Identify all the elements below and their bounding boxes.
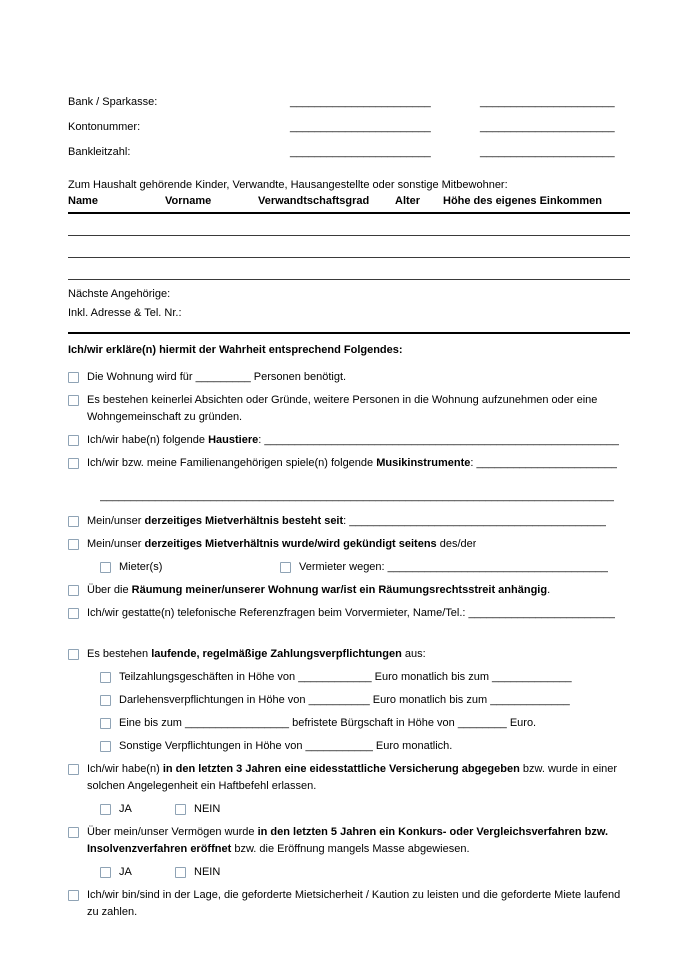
declaration-item: [68, 646, 630, 663]
declaration-item: [68, 455, 630, 472]
blank-field[interactable]: ___________: [305, 740, 373, 752]
checkbox[interactable]: [175, 804, 186, 815]
item-text: [87, 582, 550, 599]
blank-field[interactable]: __________________________________________: [349, 515, 607, 527]
column-header: Vorname: [165, 195, 212, 207]
household-intro: Zum Haushalt gehörende Kinder, Verwandte, Hausangestellte oder sonstige Mitbewohner:: [68, 179, 508, 191]
text-segment: Ich/wir habe(n) folgende: [87, 434, 209, 446]
text-segment: Euro monatlich.: [372, 740, 453, 752]
item-text: [100, 488, 614, 505]
item-text: [87, 605, 615, 622]
text-segment: Räumung meiner/unserer Wohnung war/ist ein Räumungsrechtsstreit anhängig: [131, 584, 548, 596]
blank-field[interactable]: __________: [308, 694, 370, 706]
declaration-item: [68, 582, 630, 599]
text-segment: befristete Bürgschaft in Höhe von: [289, 717, 458, 729]
checkbox[interactable]: [100, 867, 111, 878]
bank-row: [68, 120, 630, 135]
checkbox[interactable]: [68, 395, 79, 406]
declaration-item: [68, 488, 630, 505]
checkbox[interactable]: [100, 741, 111, 752]
declaration-item: [68, 513, 630, 530]
declaration-item: [68, 761, 630, 795]
item-text: [119, 801, 132, 818]
blank-field[interactable]: ____________________________________________________________________________________: [100, 490, 614, 502]
item-text: [119, 715, 536, 732]
text-segment: Teilzahlungsgeschäften in Höhe von: [119, 671, 299, 683]
text-segment: in den letzten 5 Jahren ein Konkurs- oder Vergleichsverfahren bzw. Insolvenzverfahren eröffnet: [87, 826, 609, 855]
bank-section: [68, 95, 630, 160]
declaration-item: [68, 824, 630, 858]
item-text: [119, 669, 572, 686]
text-segment: JA: [119, 803, 132, 815]
item-text: [119, 559, 162, 576]
item-cell: [68, 646, 630, 663]
declaration-item: [68, 669, 630, 686]
item-text: [194, 864, 220, 881]
checkbox[interactable]: [100, 718, 111, 729]
item-text: [299, 559, 608, 576]
text-segment: derzeitiges Mietverhältnis besteht seit: [144, 515, 344, 527]
text-segment: Musikinstrumente: [376, 457, 471, 469]
checkbox[interactable]: [68, 827, 79, 838]
checkbox[interactable]: [68, 764, 79, 775]
text-segment: JA: [119, 866, 132, 878]
item-text: [87, 646, 426, 663]
text-segment: Die Wohnung wird für: [87, 371, 196, 383]
blank-field[interactable]: _____________: [492, 671, 572, 683]
blank-field[interactable]: ________: [457, 717, 507, 729]
text-segment: des/der: [436, 538, 477, 550]
text-segment: Eine bis zum: [119, 717, 186, 729]
item-cell: [68, 582, 630, 599]
table-empty-row[interactable]: [68, 258, 630, 280]
blank-field[interactable]: ________________________: [468, 607, 616, 619]
blank-field[interactable]: ____________________________________: [387, 561, 608, 573]
declaration-item: [68, 692, 630, 709]
text-segment: Haustiere: [208, 434, 259, 446]
blank-field[interactable]: _______________________: [290, 121, 431, 133]
bank-row-label: Kontonummer:: [68, 121, 141, 133]
text-segment: :: [343, 515, 350, 527]
item-cell: [100, 801, 175, 818]
text-segment: aus:: [401, 648, 426, 660]
column-header: Alter: [395, 195, 421, 207]
text-segment: bzw. die Eröffnung mangels Masse abgewiesen.: [231, 843, 470, 855]
text-segment: NEIN: [194, 866, 221, 878]
item-cell: [280, 559, 630, 576]
text-segment: Darlehensverpflichtungen in Höhe von: [119, 694, 309, 706]
declaration-item: [68, 392, 630, 426]
declaration-item: [68, 864, 630, 881]
household-table-rows: [68, 214, 630, 280]
item-text: [119, 738, 452, 755]
blank-field[interactable]: _____________: [490, 694, 570, 706]
checkbox[interactable]: [100, 562, 111, 573]
item-cell: [100, 692, 630, 709]
checkbox[interactable]: [68, 516, 79, 527]
text-segment: derzeitiges Mietverhältnis wurde/wird gekündigt seitens: [144, 538, 437, 550]
bank-row: [68, 95, 630, 110]
checkbox[interactable]: [175, 867, 186, 878]
text-segment: bzw. wurde in einer solchen Angelegenheit ein Haftbefehl erlassen.: [87, 763, 618, 792]
text-segment: NEIN: [194, 803, 221, 815]
declaration-heading: Ich/wir erkläre(n) hiermit der Wahrheit entsprechend Folgendes:: [68, 344, 403, 356]
item-text: [87, 513, 606, 530]
blank-field[interactable]: __________________________________________________________: [264, 434, 620, 446]
item-text: [87, 824, 630, 858]
checkbox[interactable]: [68, 372, 79, 383]
checkbox[interactable]: [68, 539, 79, 550]
text-segment: Personen benötigt.: [250, 371, 347, 383]
text-segment: Es bestehen keinerlei Absichten oder Gründe, weitere Personen in die Wohnung aufzunehmen oder eine Wohngemeinschaft zu gründen.: [87, 394, 598, 423]
blank-field[interactable]: _________: [195, 371, 251, 383]
column-header: Verwandtschaftsgrad: [258, 195, 370, 207]
declaration-item: [68, 369, 630, 386]
blank-field[interactable]: ______________________: [480, 146, 615, 158]
text-segment: :: [470, 457, 477, 469]
item-cell: [68, 824, 630, 858]
item-text: [119, 692, 570, 709]
item-cell: [100, 738, 630, 755]
blank-field[interactable]: _________________: [185, 717, 290, 729]
declaration-item: [68, 738, 630, 755]
item-text: [87, 392, 630, 426]
household-table-header: [68, 194, 630, 214]
checkbox[interactable]: [68, 890, 79, 901]
blank-field[interactable]: ____________: [298, 671, 372, 683]
declaration-item: [68, 715, 630, 732]
item-cell: [68, 432, 630, 449]
column-header: Name: [68, 195, 98, 207]
declaration-item: [68, 536, 630, 553]
text-segment: Sonstige Verpflichtungen in Höhe von: [119, 740, 306, 752]
bank-row-label: Bank / Sparkasse:: [68, 96, 158, 108]
text-segment: Mein/unser: [87, 515, 145, 527]
blank-field[interactable]: _______________________: [290, 96, 431, 108]
blank-field[interactable]: ______________________: [480, 96, 615, 108]
text-segment: Euro monatlich bis zum: [369, 694, 491, 706]
column-header: Höhe des eigenes Einkommen: [443, 195, 602, 207]
item-cell: [68, 761, 630, 795]
blank-field[interactable]: _______________________: [476, 457, 618, 469]
bank-row: [68, 145, 630, 160]
text-segment: .: [547, 584, 551, 596]
text-segment: Mein/unser: [87, 538, 145, 550]
item-text: [87, 369, 346, 386]
text-segment: Es bestehen: [87, 648, 152, 660]
declaration-item: [68, 559, 630, 576]
item-cell: [100, 864, 175, 881]
item-text: [87, 536, 476, 553]
checkbox[interactable]: [100, 804, 111, 815]
item-text: [87, 455, 617, 472]
checkbox[interactable]: [68, 458, 79, 469]
declaration-item: [68, 605, 630, 622]
checkbox[interactable]: [68, 435, 79, 446]
item-text: [87, 887, 630, 921]
item-text: [87, 432, 619, 449]
item-text: [194, 801, 220, 818]
checkbox[interactable]: [280, 562, 291, 573]
table-empty-row[interactable]: [68, 214, 630, 236]
item-cell: [100, 559, 280, 576]
item-cell: [68, 536, 630, 553]
text-segment: Ich/wir habe(n): [87, 763, 163, 775]
item-text: [87, 761, 630, 795]
text-segment: laufende, regelmäßige Zahlungsverpflichtungen: [151, 648, 402, 660]
text-segment: Über die: [87, 584, 132, 596]
text-segment: Euro.: [506, 717, 537, 729]
checkbox[interactable]: [68, 608, 79, 619]
declaration-items: [68, 369, 630, 921]
blank-field[interactable]: ______________________: [480, 121, 615, 133]
checkbox[interactable]: [100, 672, 111, 683]
item-cell: [68, 369, 630, 386]
relatives-line2: Inkl. Adresse & Tel. Nr.:: [68, 307, 182, 319]
item-cell: [175, 801, 630, 818]
text-segment: Euro monatlich bis zum: [371, 671, 493, 683]
item-text: [119, 864, 132, 881]
text-segment: Ich/wir gestatte(n) telefonische Referenzfragen beim Vorvermieter, Name/Tel.:: [87, 607, 469, 619]
text-segment: Vermieter wegen:: [299, 561, 388, 573]
declaration-item: [68, 887, 630, 921]
item-cell: [175, 864, 630, 881]
text-segment: in den letzten 3 Jahren eine eidesstattliche Versicherung abgegeben: [162, 763, 520, 775]
table-empty-row[interactable]: [68, 236, 630, 258]
checkbox[interactable]: [100, 695, 111, 706]
checkbox[interactable]: [68, 585, 79, 596]
bank-row-label: Bankleitzahl:: [68, 146, 131, 158]
item-cell: [68, 887, 630, 921]
text-segment: Ich/wir bzw. meine Familienangehörigen spiele(n) folgende: [87, 457, 377, 469]
item-cell: [68, 513, 630, 530]
declaration-item: [68, 801, 630, 818]
blank-field[interactable]: _______________________: [290, 146, 431, 158]
item-cell: [100, 715, 630, 732]
text-segment: Über mein/unser Vermögen wurde: [87, 826, 258, 838]
item-cell: [100, 488, 630, 505]
item-cell: [100, 669, 630, 686]
item-cell: [68, 455, 630, 472]
checkbox[interactable]: [68, 649, 79, 660]
text-segment: :: [258, 434, 265, 446]
item-cell: [68, 605, 630, 622]
relatives-line1: Nächste Angehörige:: [68, 288, 171, 300]
text-segment: Mieter(s): [119, 561, 163, 573]
relatives-section: [68, 287, 630, 334]
declaration-item: [68, 432, 630, 449]
text-segment: Ich/wir bin/sind in der Lage, die geforderte Mietsicherheit / Kaution zu leisten und die geforderte Miete laufend zu zahlen.: [87, 889, 621, 918]
item-cell: [68, 392, 630, 426]
